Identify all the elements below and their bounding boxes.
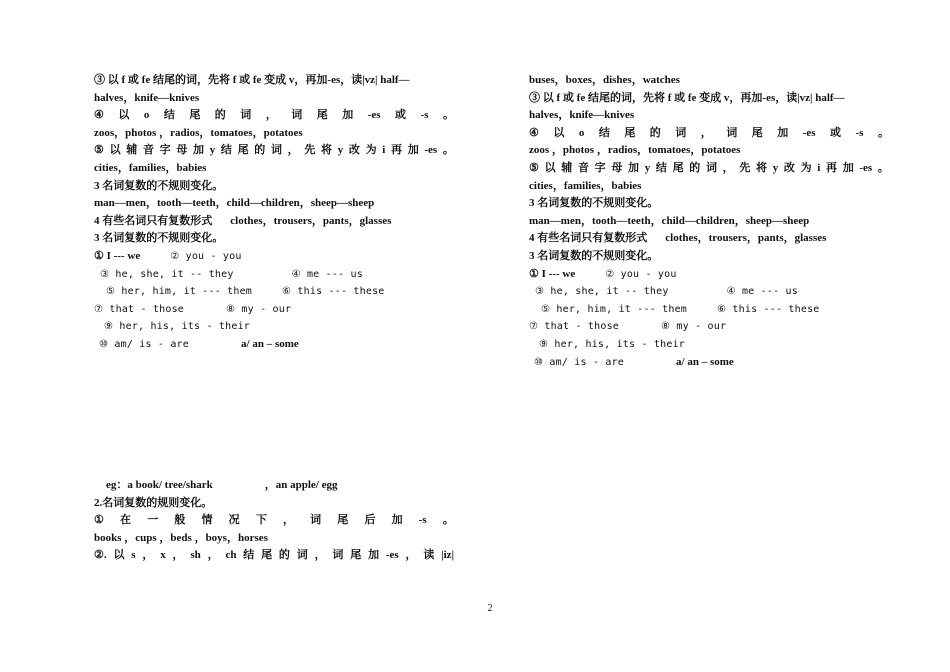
rule-general: ① 在 一 般 情 况 下 ， 词 尾 后 加 -s 。 [94, 514, 454, 527]
rule-f-fe: ③ 以 f 或 fe 结尾的词，先将 f 或 fe 变成 v，再加-es，读|vz| half— [94, 74, 410, 86]
section-title: 3 名词复数的不规则变化。 [529, 249, 659, 262]
irregular-line: man—men，tooth—teeth，child—children，sheep—sheep [529, 214, 810, 227]
rule-consonant-y-example: cities，families，babies [94, 161, 207, 174]
section-title: 3 名词复数的不规则变化。 [94, 179, 224, 192]
left-column [94, 72, 454, 354]
rule-consonant-y-example: cities，families，babies [529, 179, 642, 192]
only-plural-line: 4 有些名词只有复数形式 clothes，trousers，pants，glasses [94, 214, 392, 227]
section-title: 2.名词复数的规则变化。 [94, 496, 213, 509]
irregular-line: man—men，tooth—teeth，child—children，sheep—sheep [94, 197, 375, 210]
rule-s-x-sh-ch: ②. 以 s ， x ， sh ， ch 结 尾 的 词 ， 词 尾 加 -es ， 读 |iz| [94, 549, 454, 562]
rule-consonant-y: ⑤ 以 辅 音 字 母 加 y 结 尾 的 词 ， 先 将 y 改 为 i 再 加 -es 。 [529, 161, 889, 174]
pronoun-row: ⑦ that - those ⑧ my - our [94, 303, 292, 315]
pronoun-row: ① I --- we ② you - you [94, 249, 242, 262]
only-plural-line: 4 有些名词只有复数形式 clothes，trousers，pants，glasses [529, 232, 827, 245]
page-number: 2 [487, 603, 493, 614]
pronoun-row: ⑩ am/ is - are a/ an – some [99, 337, 299, 350]
pronoun-row: ① I --- we ② you - you [529, 267, 677, 280]
pronoun-row: ③ he, she, it -- they ④ me --- us [535, 286, 798, 298]
rule-general-example: books ，cups ，beds ，boys，horses [94, 531, 268, 544]
pronoun-row: ⑤ her, him, it --- them ⑥ this --- these [106, 286, 385, 298]
pronoun-row: ③ he, she, it -- they ④ me --- us [100, 268, 363, 280]
pronoun-row: ⑨ her, his, its - their [539, 338, 686, 350]
rule-o-example: zoos，photos ，radios，tomatoes，potatoes [94, 126, 303, 139]
rule-consonant-y: ⑤ 以 辅 音 字 母 加 y 结 尾 的 词 ， 先 将 y 改 为 i 再 加 -es 。 [94, 144, 454, 157]
rule-o: ④ 以 o 结 尾 的 词 ， 词 尾 加 -es 或 -s 。 [529, 126, 889, 139]
section-title: 3 名词复数的不规则变化。 [94, 232, 224, 245]
pronoun-row: ⑨ her, his, its - their [104, 321, 251, 333]
pronoun-row: ⑩ am/ is - are a/ an – some [534, 355, 734, 368]
right-column [529, 72, 889, 371]
section-title: 3 名词复数的不规则变化。 [529, 197, 659, 210]
bottom-block [94, 477, 454, 565]
pronoun-row: ⑦ that - those ⑧ my - our [529, 321, 727, 333]
rule-s-x-sh-ch-example: buses，boxes，dishes，watches [529, 74, 680, 86]
rule-o: ④ 以 o 结 尾 的 词 ， 词 尾 加 -es 或 -s 。 [94, 109, 454, 122]
rule-f-fe-example: halves，knife—knives [529, 109, 635, 122]
rule-f-fe-example: halves，knife—knives [94, 91, 200, 104]
pronoun-row: ⑤ her, him, it --- them ⑥ this --- these [541, 303, 820, 315]
rule-f-fe: ③ 以 f 或 fe 结尾的词，先将 f 或 fe 变成 v，再加-es，读|vz| half— [529, 91, 845, 104]
example-line: eg：a book/ tree/shark ，an apple/ egg [106, 479, 338, 491]
rule-o-example: zoos ，photos ，radios，tomatoes，potatoes [529, 144, 741, 157]
